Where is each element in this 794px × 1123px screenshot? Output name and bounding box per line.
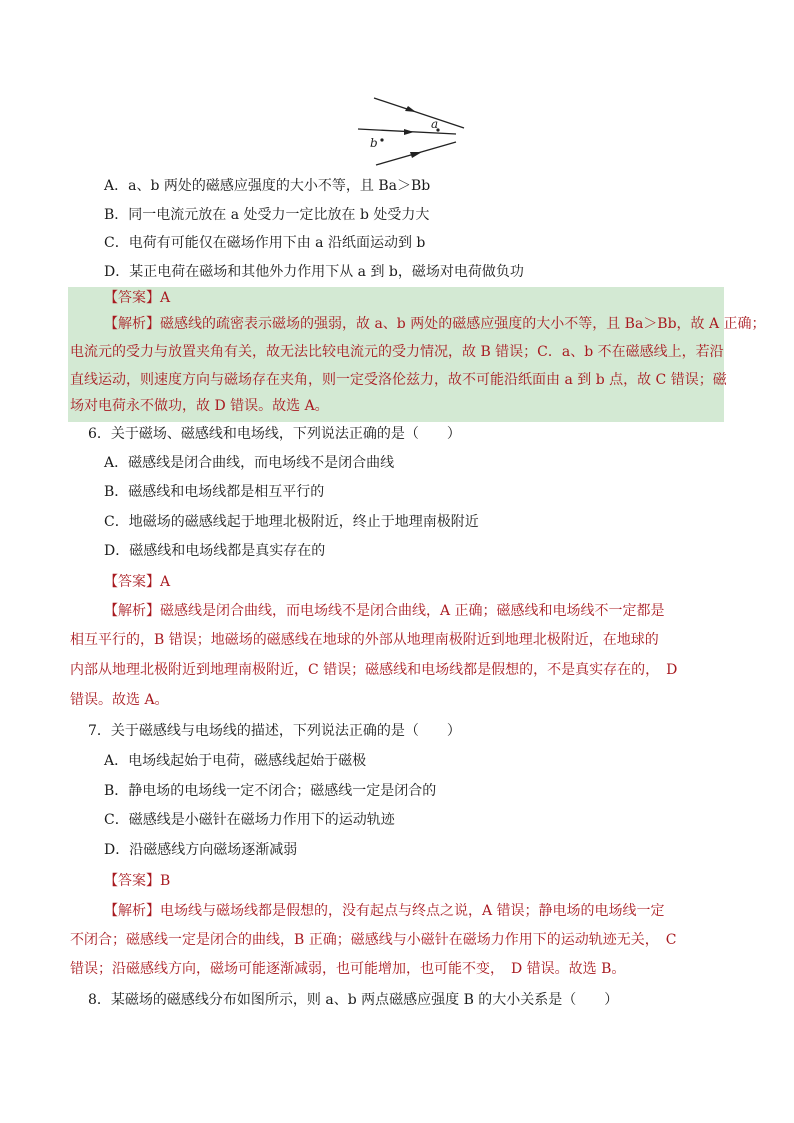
q7-explanation-line-3: 错误；沿磁感线方向，磁场可能逐渐减弱，也可能增加，也可能不变， D 错误。故选 B。 [70,961,626,977]
q6-explanation-line-1: 【解析】磁感线是闭合曲线，而电场线不是闭合曲线，A 正确；磁感线和电场线不一定都是 [104,603,665,619]
q7-option-c: C．磁感线是小磁针在磁场力作用下的运动轨迹 [104,812,395,828]
field-lines-figure [352,92,472,172]
q7-explanation-line-1: 【解析】电场线与磁场线都是假想的，没有起点与终点之说，A 错误；静电场的电场线一定 [104,903,665,919]
label-a: a [431,117,439,131]
arrow-bottom-icon [410,152,422,158]
q5-explanation-line-1: 【解析】磁感线的疏密表示磁场的强弱，故 a、b 两处的磁感应强度的大小不等，且 Ba＞Bb，故 A 正确； [104,316,766,332]
q6-explanation-line-3: 内部从地理北极附近到地理南极附近，C 错误；磁感线和电场线都是假想的，不是真实存在的， D [70,662,678,678]
q6-option-c: C．地磁场的磁感线起于地理北极附近，终止于地理南极附近 [104,514,479,530]
q5-option-d: D．某正电荷在磁场和其他外力作用下从 a 到 b，磁场对电荷做负功 [104,264,524,280]
q5-option-a: A．a、b 两处的磁感应强度的大小不等，且 Ba＞Bb [104,178,431,194]
q6-explanation-line-2: 相互平行的，B 错误；地磁场的磁感线在地球的外部从地理南极附近到地理北极附近，在地球的 [70,632,659,648]
point-b [380,138,383,141]
q7-answer: 【答案】B [104,873,171,889]
q7-stem: 7．关于磁感线与电场线的描述，下列说法正确的是（ ） [88,723,461,739]
q7-option-b: B．静电场的电场线一定不闭合；磁感线一定是闭合的 [104,783,437,799]
q7-option-d: D．沿磁感线方向磁场逐渐减弱 [104,842,298,858]
field-line-top [374,98,464,128]
q5-explanation-line-3: 直线运动，则速度方向与磁场存在夹角，则一定受洛伦兹力，故不可能沿纸面由 a 到 b 点，故 C 错误；磁 [70,372,727,388]
q5-explanation-line-2: 电流元的受力与放置夹角有关，故无法比较电流元的受力情况，故 B 错误；C．a、b 不在磁感线上，若沿 [70,344,724,360]
q6-explanation-line-4: 错误。故选 A。 [70,692,169,708]
label-b: b [370,136,378,150]
arrow-top-icon [405,106,416,112]
q6-option-d: D．磁感线和电场线都是真实存在的 [104,543,326,559]
q5-option-b: B．同一电流元放在 a 处受力一定比放在 b 处受力大 [104,207,430,223]
q5-option-c: C．电荷有可能仅在磁场作用下由 a 沿纸面运动到 b [104,235,426,251]
q6-option-b: B．磁感线和电场线都是相互平行的 [104,484,325,500]
q7-explanation-line-2: 不闭合；磁感线一定是闭合的曲线，B 正确；磁感线与小磁针在磁场力作用下的运动轨迹无关， C [70,932,677,948]
q6-option-a: A．磁感线是闭合曲线，而电场线不是闭合曲线 [104,455,395,471]
q7-option-a: A．电场线起始于电荷，磁感线起始于磁极 [104,753,367,769]
arrow-middle-icon [404,129,414,135]
q8-stem: 8．某磁场的磁感线分布如图所示，则 a、b 两点磁感应强度 B 的大小关系是（ ） [88,992,619,1008]
q5-explanation-line-4: 场对电荷永不做功，故 D 错误。故选 A。 [70,398,329,414]
q5-answer: 【答案】A [104,290,171,306]
q6-stem: 6．关于磁场、磁感线和电场线，下列说法正确的是（ ） [88,426,461,442]
q6-answer: 【答案】A [104,574,171,590]
